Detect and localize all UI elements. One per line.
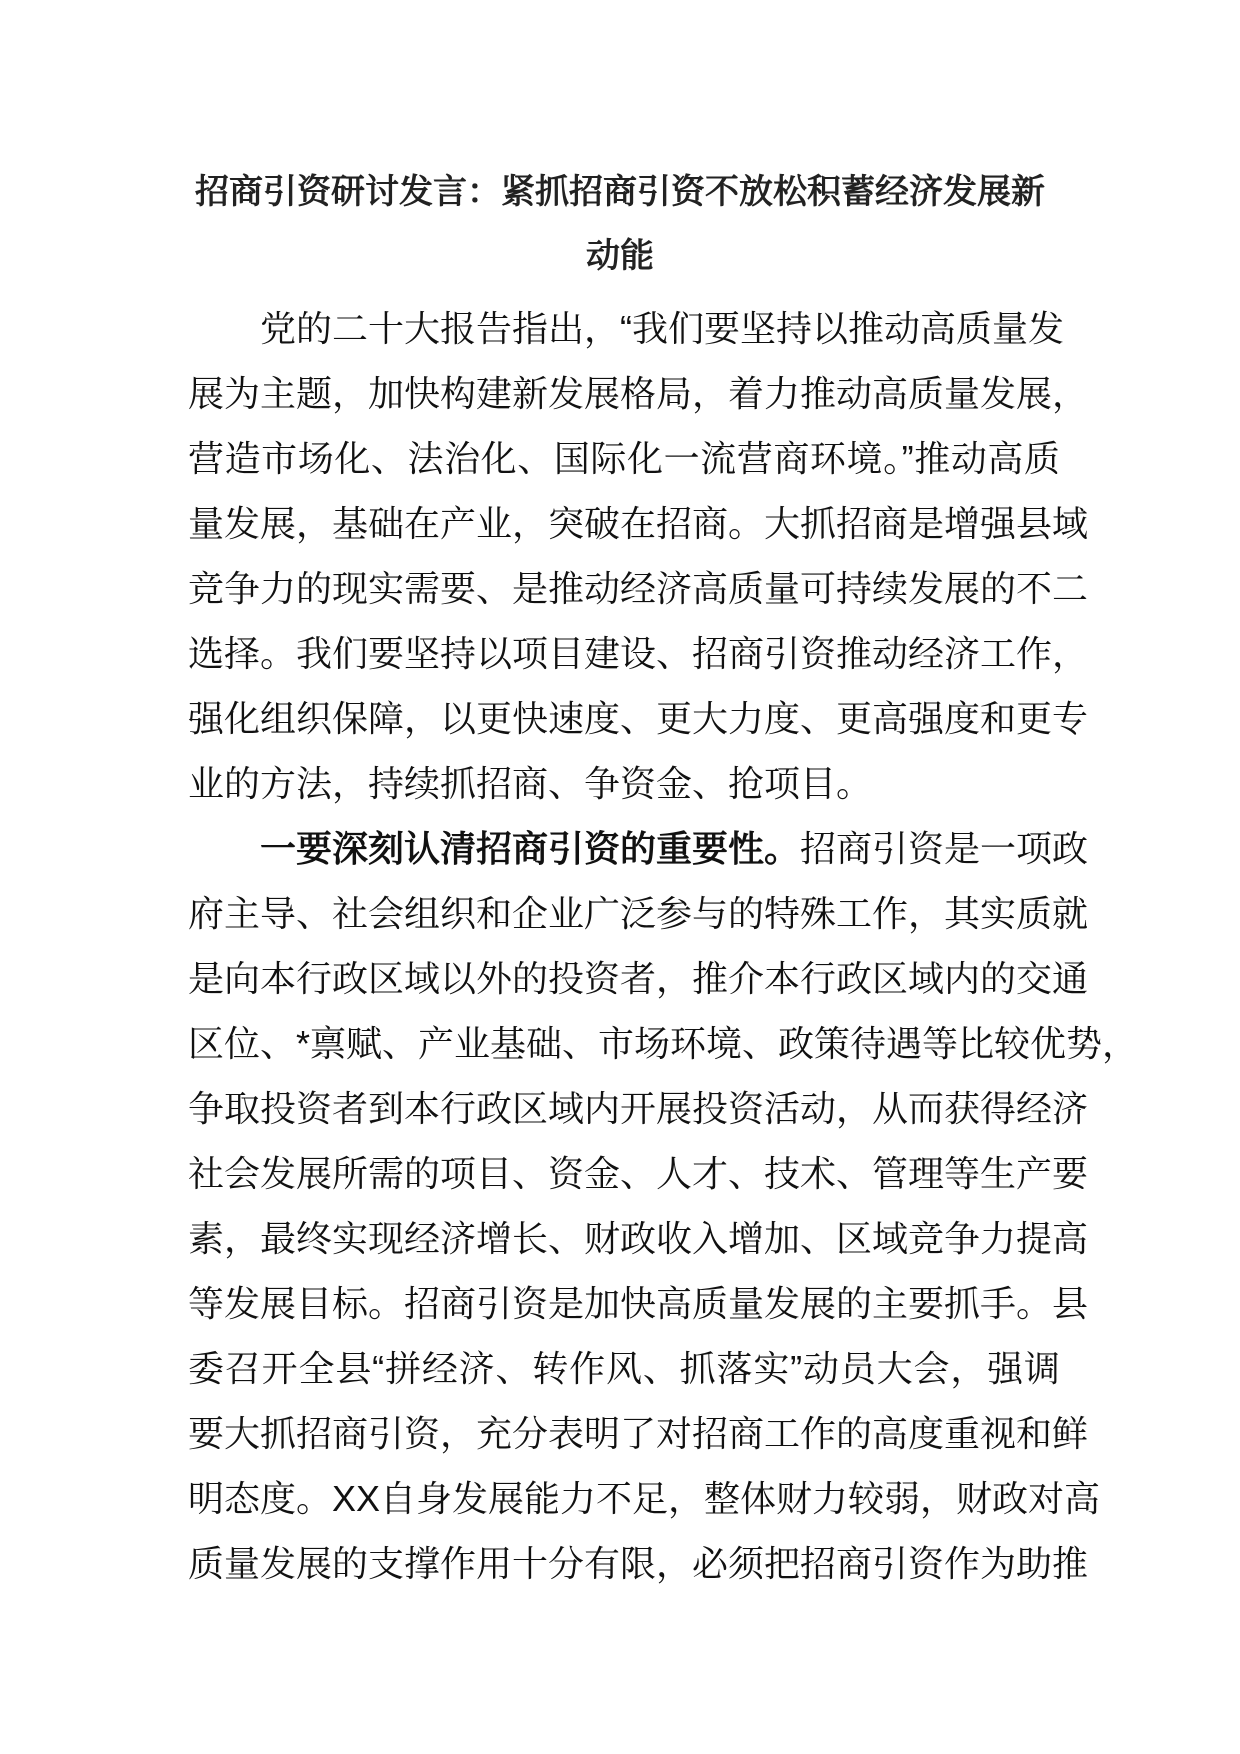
paragraph-line: 选择。我们要坚持以项目建设、招商引资推动经济工作， — [188, 633, 1089, 674]
paragraph-line: 质量发展的支撑作用十分有限，必须把招商引资作为助推 — [188, 1543, 1089, 1584]
title-line-1: 招商引资研讨发言：紧抓招商引资不放松积蓄经济发展新 — [195, 173, 1045, 211]
paragraph-text: 招商引资是一项政 — [800, 828, 1089, 869]
paragraph-line — [188, 816, 1089, 881]
title-line-2: 动能 — [586, 237, 654, 275]
paragraph-line: 量发展，基础在产业，突破在招商。大抓招商是增强县域 — [188, 503, 1089, 544]
paragraph-point-one — [188, 816, 1139, 1596]
paragraph-line: 区位、*禀赋、产业基础、市场环境、政策待遇等比较优势， — [188, 1023, 1139, 1064]
paragraph-line: 营造市场化、法治化、国际化一流营商环境。”推动高质 — [188, 438, 1060, 479]
paragraph-line: 明态度。XX自身发展能力不足，整体财力较弱，财政对高 — [188, 1478, 1101, 1519]
paragraph-line: 是向本行政区域以外的投资者，推介本行政区域内的交通 — [188, 958, 1089, 999]
paragraph-line: 社会发展所需的项目、资金、人才、技术、管理等生产要 — [188, 1153, 1089, 1194]
paragraph-line: 要大抓招商引资，充分表明了对招商工作的高度重视和鲜 — [188, 1413, 1089, 1454]
paragraph-line: 业的方法，持续抓招商、争资金、抢项目。 — [188, 763, 873, 804]
paragraph-line: 争取投资者到本行政区域内开展投资活动，从而获得经济 — [188, 1088, 1089, 1129]
document-title — [0, 160, 1240, 288]
paragraph-line: 府主导、社会组织和企业广泛参与的特殊工作，其实质就 — [188, 893, 1089, 934]
section-heading: 一要深刻认清招商引资的重要性。 — [260, 828, 801, 869]
paragraph-line: 强化组织保障，以更快速度、更大力度、更高强度和更专 — [188, 698, 1089, 739]
paragraph-intro — [188, 296, 1089, 816]
document-body — [188, 296, 1139, 1596]
paragraph-line: 展为主题，加快构建新发展格局，着力推动高质量发展， — [188, 373, 1089, 414]
paragraph-line: 委召开全县“拼经济、转作风、抓落实”动员大会，强调 — [188, 1348, 1060, 1389]
paragraph-line: 等发展目标。招商引资是加快高质量发展的主要抓手。县 — [188, 1283, 1089, 1324]
paragraph-line: 党的二十大报告指出，“我们要坚持以推动高质量发 — [260, 308, 1064, 349]
paragraph-line: 竞争力的现实需要、是推动经济高质量可持续发展的不二 — [188, 568, 1089, 609]
paragraph-line: 素，最终实现经济增长、财政收入增加、区域竞争力提高 — [188, 1218, 1089, 1259]
